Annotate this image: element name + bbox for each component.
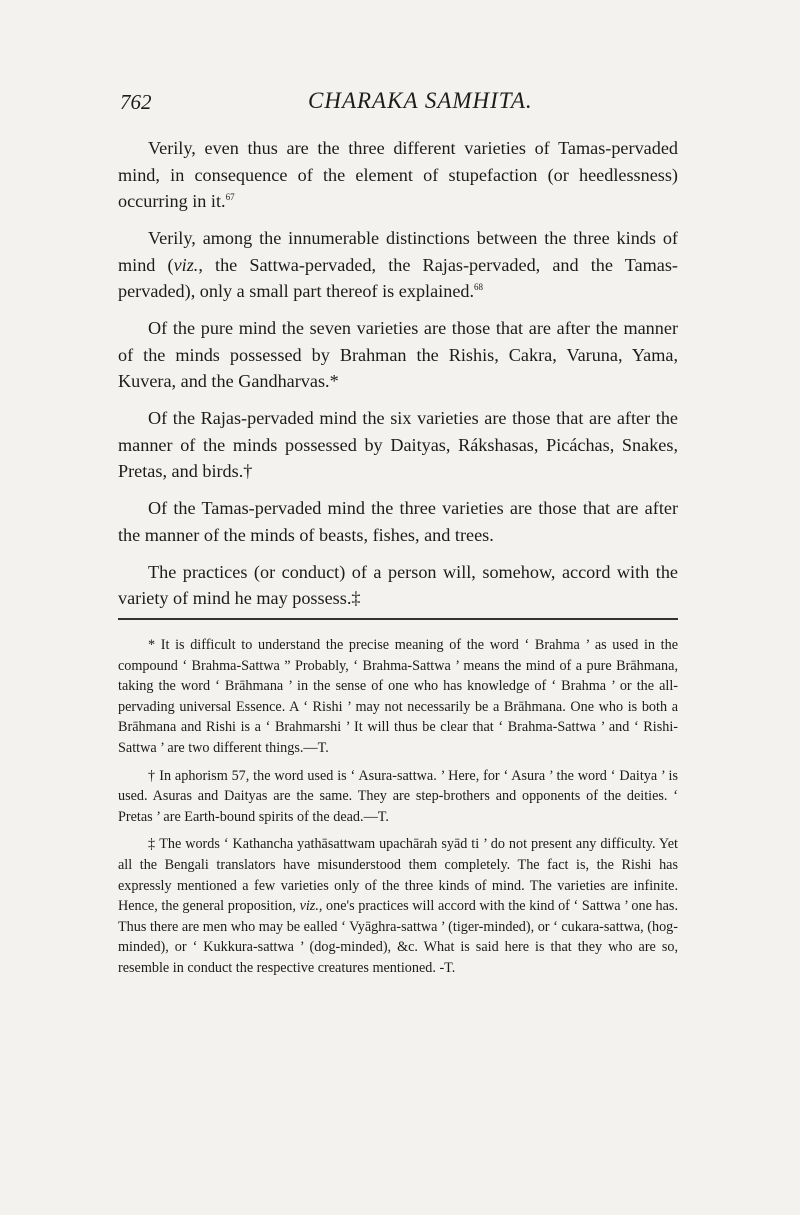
running-title: CHARAKA SAMHITA. [308, 88, 533, 113]
page-header [120, 88, 680, 122]
footnote-2: † In aphorism 57, the word used is ‘ Asura-sattwa. ’ Here, for ‘ Asura ’ the word ‘ Daitya ’ is used. Asuras and Daityas are the same. They are step-brothers and opponents of the deities. ‘ Pretas ’ are Earth-bound spirits of the dead.—T. [118, 767, 678, 825]
paragraph-3: Of the pure mind the seven varieties are those that are after the manner of the minds possessed by Brahman the Rishis, Cakra, Varuna, Yama, Kuvera, and the Gandharvas.* [118, 318, 678, 391]
main-text [118, 135, 678, 622]
paragraph-6: The practices (or conduct) of a person will, somehow, accord with the variety of mind he may possess.‡ [118, 561, 678, 608]
footnote-1: * It is difficult to understand the precise meaning of the word ‘ Brahma ’ as used in the compound ‘ Brahma-Sattwa ” Probably, ‘ Brahma-Sattwa ’ means the mind of a pure Brāhmana, taking the word ‘ Brāhmana ’ in the sense of one who has knowledge of ‘ Brahma ’ or the all-pervading universal Essence. A ‘ Rishi ’ may not necessarily be a Brāhmana. One who is both a Brāhmana and Rishi is a ‘ Brahmarshi ’ It will thus be clear that ‘ Brahma-Sattwa ’ and ‘ Rishi-Sattwa ’ are two different things.—T. [118, 637, 678, 756]
paragraph-5: Of the Tamas-pervaded mind the three varieties are those that are after the manner of the minds of beasts, fishes, and trees. [118, 498, 678, 545]
page-number: 762 [120, 90, 152, 114]
paragraph-ref-67: 67 [225, 191, 235, 202]
footnote-divider [118, 618, 678, 620]
footnote-3: ‡ The words ‘ Kathancha yathāsattwam upachārah syād ti ’ do not present any difficulty. Yet all the Bengali translators have misunderstood them completely. The fact is, the Rishi has expressly mentioned a few varieties only of the three kinds of mind. The varieties are infinite. Hence, the general proposition, viz., one's practices will accord with the kind of ‘ Sattwa ’ one has. Thus there are men who may be ealled ‘ Vyāghra-sattwa ’ (tiger-minded), or ‘ cukara-sattwa, (hog-minded), or ‘ Kukkura-sattwa ’ (dog-minded), &c. What is said here is that they who are so, resemble in conduct the respective creatures mentioned. -T. [118, 836, 678, 976]
paragraph-ref-68: 68 [474, 281, 484, 292]
paragraph-2: Verily, among the innumerable distinctions between the three kinds of mind (viz., the Sattwa-pervaded, the Rajas-pervaded, and the Tamas-pervaded), only a small part thereof is explained.$^{68}$ [118, 228, 678, 301]
paragraph-1: Verily, even thus are the three different varieties of Tamas-pervaded mind, in consequence of the element of stupefaction (or heedlessness) occurring in it.$^{67}$ [118, 138, 678, 211]
footnotes [118, 635, 678, 986]
paragraph-4: Of the Rajas-pervaded mind the six varieties are those that are after the manner of the minds possessed by Daityas, Rákshasas, Picáchas, Snakes, Pretas, and birds.† [118, 408, 678, 481]
